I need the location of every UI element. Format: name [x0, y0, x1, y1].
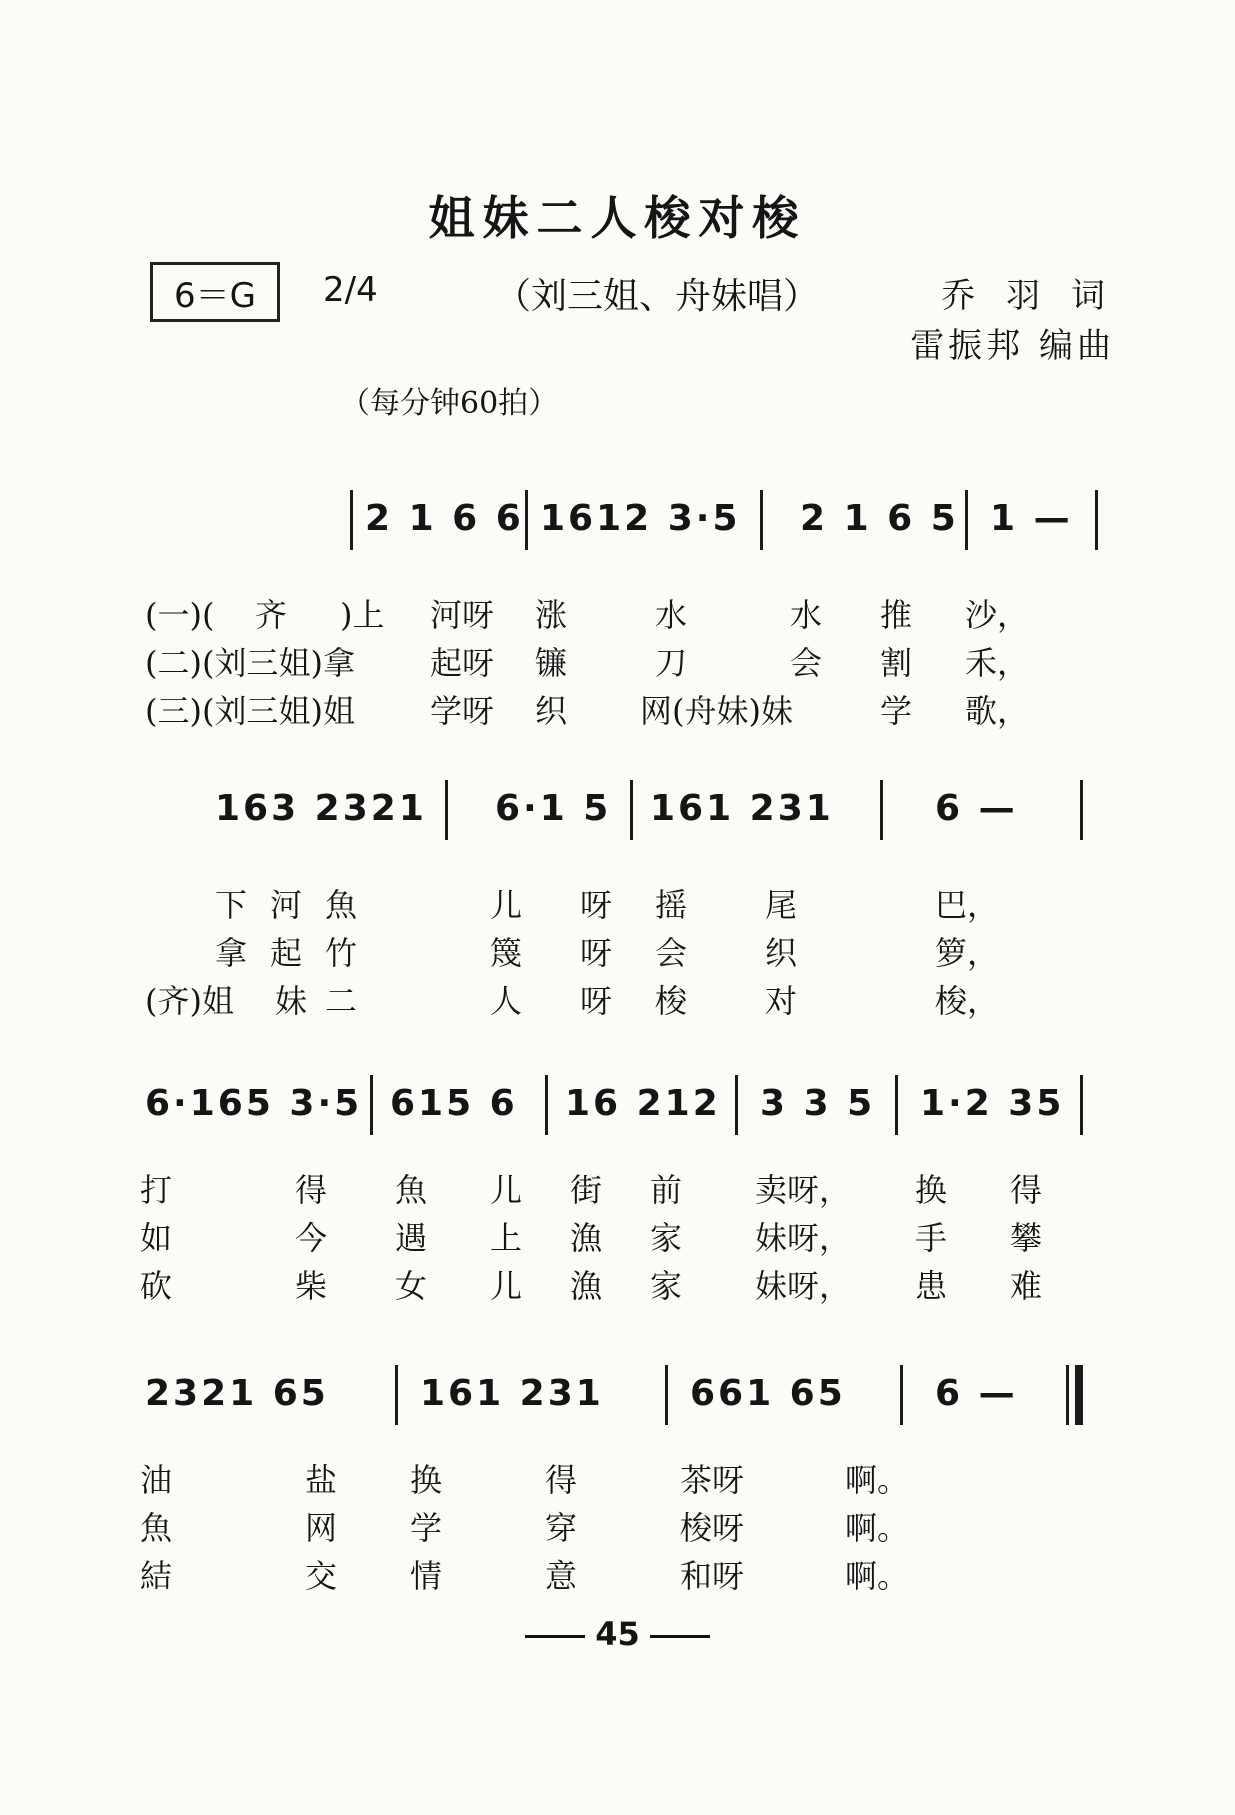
barline: [1095, 490, 1098, 550]
lyric-syllable: 今: [295, 1219, 328, 1257]
lyric-syllable: 啊。: [845, 1461, 910, 1499]
barline: [665, 1365, 668, 1425]
barline: [735, 1075, 738, 1135]
lyric-syllable: 梭呀: [680, 1509, 745, 1547]
barline: [965, 490, 968, 550]
lyric-verse-2: [0, 1213, 1235, 1259]
measure: 16 212: [565, 1083, 721, 1124]
lyric-verse-3: [0, 976, 1235, 1022]
measure: 6·165 3·5: [145, 1083, 363, 1124]
lyric-syllable: 儿: [490, 1267, 523, 1305]
measure: 661 65: [690, 1373, 846, 1414]
time-signature: 2/4: [323, 270, 378, 310]
barline: [1080, 780, 1083, 840]
lyric-syllable: 情: [410, 1557, 443, 1595]
lyric-syllable: 打: [140, 1171, 173, 1209]
lyric-syllable: 镰: [535, 644, 568, 682]
lyric-syllable: 涨: [535, 596, 568, 634]
lyric-syllable: 起: [270, 934, 303, 972]
barline: [445, 780, 448, 840]
lyric-syllable: 水: [655, 596, 688, 634]
lyric-syllable: 学: [410, 1509, 443, 1547]
lyric-syllable: 河呀: [430, 596, 495, 634]
final-barline-thick: [1075, 1365, 1083, 1425]
measure: 1612 3·5: [540, 498, 741, 539]
page-number-text: 45: [595, 1615, 640, 1653]
lyric-syllable: 难: [1010, 1267, 1043, 1305]
lyric-syllable: 学呀: [430, 692, 495, 730]
barline: [525, 490, 528, 550]
lyric-syllable: 漁: [570, 1267, 603, 1305]
lyric-syllable: 呀: [580, 886, 613, 924]
lyric-syllable: 啊。: [845, 1509, 910, 1547]
notation-line: [0, 490, 1235, 560]
lyric-syllable: 二: [325, 982, 358, 1020]
lyric-syllable: 茶呀: [680, 1461, 745, 1499]
lyric-syllable: 油: [140, 1461, 173, 1499]
lyric-verse-1: [0, 880, 1235, 926]
lyric-syllable: 啊。: [845, 1557, 910, 1595]
measure: 2321 65: [145, 1373, 329, 1414]
lyric-syllable: 对: [765, 982, 798, 1020]
measure: 161 231: [420, 1373, 604, 1414]
lyric-verse-2: [0, 1503, 1235, 1549]
lyric-verse-3: [0, 686, 1235, 732]
lyric-syllable: 起呀: [430, 644, 495, 682]
lyric-syllable: 砍: [140, 1267, 173, 1305]
lyric-syllable: 交: [305, 1557, 338, 1595]
page-number: [0, 1615, 1235, 1653]
composer-credit: 雷振邦 编曲: [910, 326, 1115, 366]
measure: 6·1 5: [495, 788, 612, 829]
lyric-syllable: 呀: [580, 982, 613, 1020]
lyric-syllable: 得: [545, 1461, 578, 1499]
tempo-marking: （每分钟60拍）: [340, 386, 559, 421]
lyric-syllable: 女: [395, 1267, 428, 1305]
lyric-syllable: 柴: [295, 1267, 328, 1305]
lyric-syllable: 手: [915, 1219, 948, 1257]
lyric-syllable: 魚: [325, 886, 358, 924]
lyric-syllable: 人: [490, 982, 523, 1020]
lyric-syllable: 魚: [140, 1509, 173, 1547]
lyric-syllable: 织: [765, 934, 798, 972]
lyric-syllable: 妹呀，: [755, 1219, 852, 1257]
lyric-syllable: 换: [410, 1461, 443, 1499]
measure: 1·2 35: [920, 1083, 1065, 1124]
lyric-syllable: 儿: [490, 886, 523, 924]
lyric-syllable: 家: [650, 1219, 683, 1257]
lyric-syllable: 意: [545, 1557, 578, 1595]
lyric-verse-2: [0, 928, 1235, 974]
lyric-syllable: 沙，: [965, 596, 1030, 634]
lyric-verse-3: [0, 1551, 1235, 1597]
lyricist-credit: 乔 羽 词: [941, 276, 1115, 316]
measure: 6 —: [935, 788, 1018, 829]
barline: [895, 1075, 898, 1135]
lyric-syllable: 刀: [655, 644, 688, 682]
lyric-syllable: 家: [650, 1267, 683, 1305]
lyric-syllable: 上: [490, 1219, 523, 1257]
barline: [370, 1075, 373, 1135]
barline: [395, 1365, 398, 1425]
lyric-syllable: 拿: [215, 934, 248, 972]
lyric-syllable: 如: [140, 1219, 173, 1257]
lyric-syllable: 箩，: [935, 934, 1000, 972]
measure: 6 —: [935, 1373, 1018, 1414]
lyric-syllable: 割: [880, 644, 913, 682]
measure: 161 231: [650, 788, 834, 829]
lyric-syllable: 歌，: [965, 692, 1030, 730]
lyric-syllable: 妹: [275, 982, 308, 1020]
barline: [1080, 1075, 1083, 1135]
measure: 163 2321: [215, 788, 427, 829]
barline: [880, 780, 883, 840]
lyric-syllable: 盐: [305, 1461, 338, 1499]
lyric-syllable: 河: [270, 886, 303, 924]
lyric-syllable: (一)(: [145, 596, 215, 634]
lyric-syllable: )上: [340, 596, 385, 634]
lyric-syllable: 摇: [655, 886, 688, 924]
notation-line: [0, 1075, 1235, 1145]
lyric-syllable: 妹呀，: [755, 1267, 852, 1305]
measure: 2 1 6 6: [365, 498, 524, 539]
lyric-syllable: 呀: [580, 934, 613, 972]
lyric-syllable: 漁: [570, 1219, 603, 1257]
lyric-syllable: 巴，: [935, 886, 1000, 924]
barline: [545, 1075, 548, 1135]
lyric-syllable: 穿: [545, 1509, 578, 1547]
lyric-syllable: (二)(刘三姐)拿: [145, 644, 355, 682]
lyric-syllable: 得: [1010, 1171, 1043, 1209]
lyric-syllable: 梭，: [935, 982, 1000, 1020]
notation-line: [0, 1365, 1235, 1435]
lyric-verse-1: [0, 590, 1235, 636]
lyric-syllable: 会: [790, 644, 823, 682]
lyric-syllable: 齐: [255, 596, 288, 634]
lyric-syllable: 竹: [325, 934, 358, 972]
measure: 3 3 5: [760, 1083, 876, 1124]
barline: [350, 490, 353, 550]
lyric-verse-1: [0, 1455, 1235, 1501]
notation-line: [0, 780, 1235, 850]
lyric-syllable: 尾: [765, 886, 798, 924]
lyric-syllable: 篾: [490, 934, 523, 972]
lyric-syllable: 下: [215, 886, 248, 924]
barline: [900, 1365, 903, 1425]
measure: 615 6: [390, 1083, 518, 1124]
lyric-syllable: 前: [650, 1171, 683, 1209]
lyric-syllable: 梭: [655, 982, 688, 1020]
lyric-syllable: 攀: [1010, 1219, 1043, 1257]
lyric-syllable: 网(舟妹)妹: [640, 692, 793, 730]
lyric-syllable: 結: [140, 1557, 173, 1595]
lyric-syllable: 儿: [490, 1171, 523, 1209]
measure: 1 —: [990, 498, 1073, 539]
lyric-syllable: 网: [305, 1509, 338, 1547]
lyric-syllable: 织: [535, 692, 568, 730]
lyric-syllable: 禾，: [965, 644, 1030, 682]
lyric-syllable: (三)(刘三姐)姐: [145, 692, 355, 730]
lyric-verse-1: [0, 1165, 1235, 1211]
lyric-verse-3: [0, 1261, 1235, 1307]
subtitle: （刘三姐、舟妹唱）: [495, 276, 820, 317]
page-number-dash: [525, 1635, 585, 1638]
song-title: 姐妹二人梭对梭: [428, 191, 807, 245]
lyric-syllable: 换: [915, 1171, 948, 1209]
lyric-syllable: 遇: [395, 1219, 428, 1257]
lyric-syllable: 魚: [395, 1171, 428, 1209]
lyric-syllable: 会: [655, 934, 688, 972]
lyric-syllable: 得: [295, 1171, 328, 1209]
lyric-syllable: 水: [790, 596, 823, 634]
lyric-syllable: 患: [915, 1267, 948, 1305]
lyric-syllable: 和呀: [680, 1557, 745, 1595]
lyric-syllable: 卖呀，: [755, 1171, 852, 1209]
lyric-syllable: 推: [880, 596, 913, 634]
key-signature-box: 6＝G: [150, 262, 280, 322]
lyric-syllable: 学: [880, 692, 913, 730]
lyric-syllable: (齐)姐: [145, 982, 234, 1020]
barline: [760, 490, 763, 550]
page-number-dash: [650, 1635, 710, 1638]
lyric-syllable: 街: [570, 1171, 603, 1209]
final-barline-thin: [1066, 1365, 1069, 1425]
lyric-verse-2: [0, 638, 1235, 684]
barline: [630, 780, 633, 840]
measure: 2 1 6 5: [800, 498, 959, 539]
